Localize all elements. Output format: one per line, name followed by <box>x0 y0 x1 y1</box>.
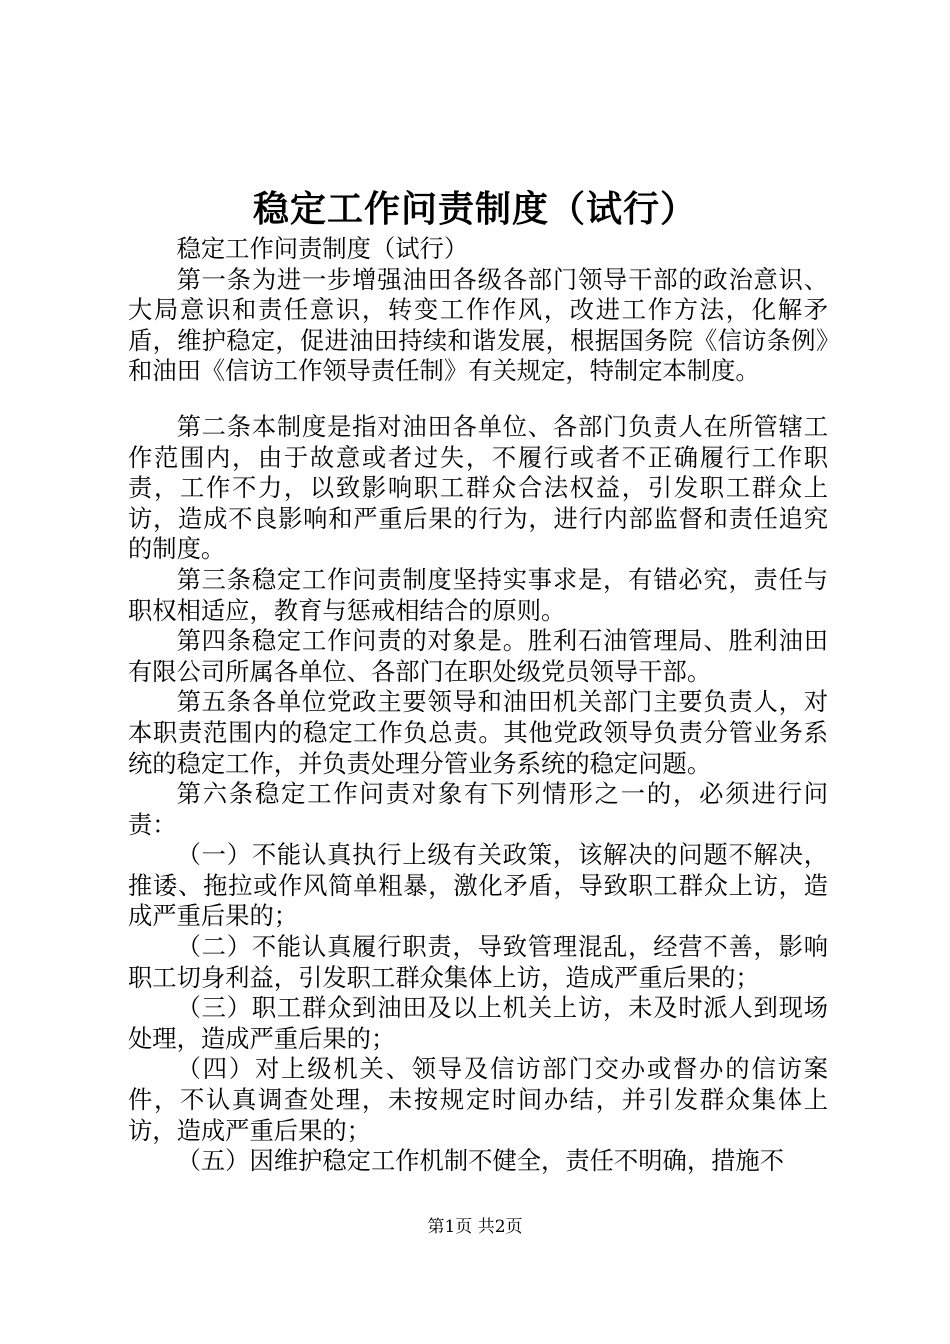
paragraph-article-3: 第三条稳定工作问责制度坚持实事求是，有错必究，责任与职权相适应，教育与惩戒相结合的原则。 <box>128 564 828 625</box>
document-title: 稳定工作问责制度（试行） <box>252 188 697 230</box>
paragraph-article-2: 第二条本制度是指对油田各单位、各部门负责人在所管辖工作范围内，由于故意或者过失，不履行或者不正确履行工作职责，工作不力，以致影响职工群众合法权益，引发职工群众上访，造成不良影响和严重后果的行为，进行内部监督和责任追究的制度。 <box>128 411 828 564</box>
paragraph-item-2: （二）不能认真履行职责，导致管理混乱，经营不善，影响职工切身利益，引发职工群众集体上访，造成严重后果的； <box>128 932 828 992</box>
paragraph-subtitle: 稳定工作问责制度（试行） <box>176 234 469 263</box>
paragraph-spacer <box>128 387 828 412</box>
paragraph-article-5: 第五条各单位党政主要领导和油田机关部门主要负责人，对本职责范围内的稳定工作负总责。其他党政领导负责分管业务系统的稳定工作，并负责处理分管业务系统的稳定问题。 <box>128 687 828 778</box>
page-number-footer: 第1页 共2页 <box>427 1217 523 1237</box>
paragraph-item-5: （五）因维护稳定工作机制不健全，责任不明确，措施不 <box>176 1146 785 1176</box>
paragraph-article-4: 第四条稳定工作问责的对象是。胜利石油管理局、胜利油田有限公司所属各单位、各部门在职处级党员领导干部。 <box>128 626 828 686</box>
paragraph-item-4: （四）对上级机关、领导及信访部门交办或督办的信访案件，不认真调查处理，未按规定时间办结，并引发群众集体上访，造成严重后果的； <box>128 1054 828 1145</box>
paragraph-item-1: （一）不能认真执行上级有关政策，该解决的问题不解决，推诿、拖拉或作风简单粗暴，激化矛盾，导致职工群众上访，造成严重后果的； <box>128 840 828 931</box>
paragraph-article-6: 第六条稳定工作问责对象有下列情形之一的，必须进行问责： <box>128 779 828 839</box>
document-body <box>128 234 828 1177</box>
paragraph-article-1: 第一条为进一步增强油田各级各部门领导干部的政治意识、大局意识和责任意识，转变工作作风，改进工作方法，化解矛盾，维护稳定，促进油田持续和谐发展，根据国务院《信访条例》和油田《信访工作领导责任制》有关规定，特制定本制度。 <box>128 264 828 386</box>
paragraph-item-3: （三）职工群众到油田及以上机关上访，未及时派人到现场处理，造成严重后果的； <box>128 993 828 1053</box>
